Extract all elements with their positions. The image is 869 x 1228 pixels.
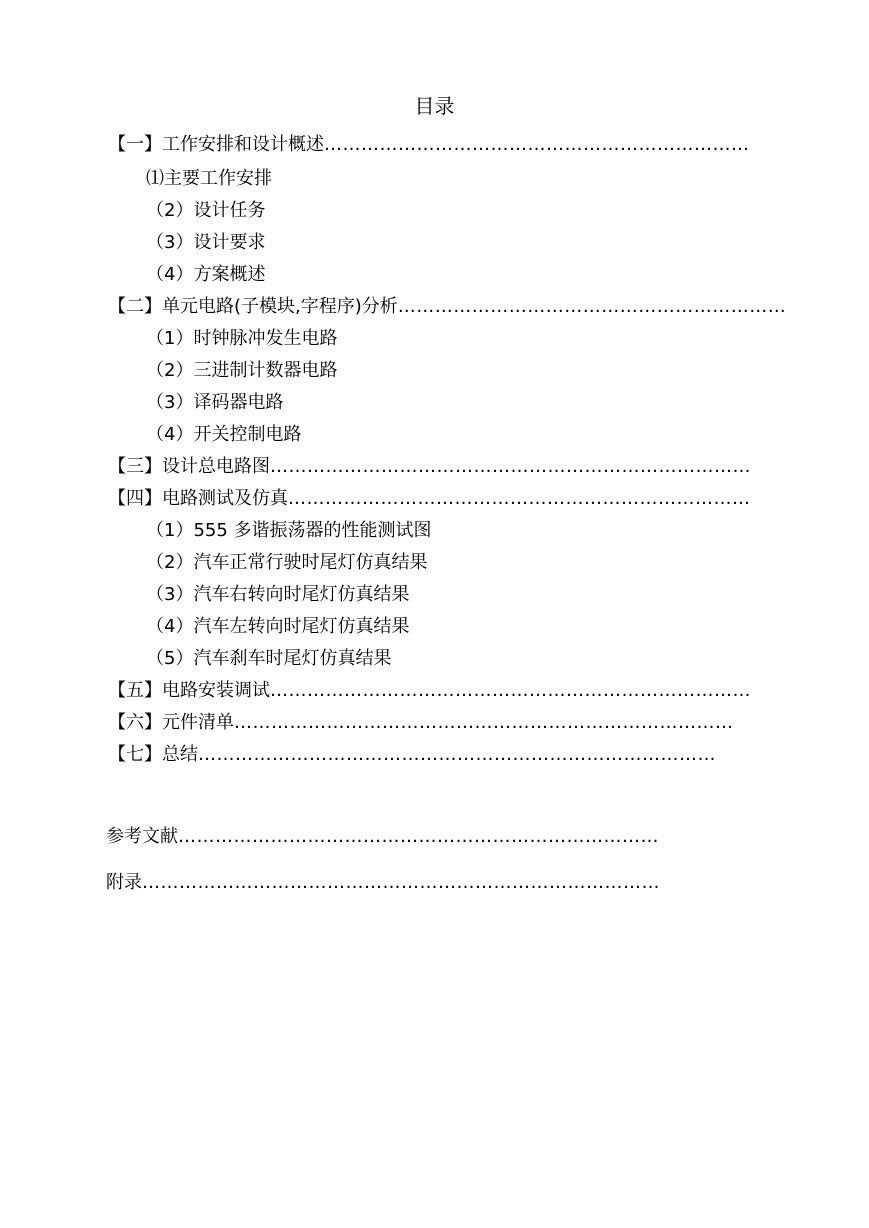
toc-leader-dots: …………………………………………………………………… — [270, 680, 751, 701]
toc-leader-dots: ……………………………………………………………………… — [234, 712, 734, 733]
toc-entry-text: 参考文献 — [106, 826, 178, 847]
toc-leader-dots: ……………………………………………………… — [397, 296, 787, 317]
toc-title: 目录 — [414, 94, 455, 118]
toc-entry-6 — [108, 711, 734, 735]
toc-entry-7 — [108, 743, 716, 767]
toc-subentry: （2）汽车正常行驶时尾灯仿真结果 — [146, 552, 428, 573]
toc-entry-text: 【一】工作安排和设计概述 — [108, 134, 324, 155]
toc-leader-dots: …………………………………………………………… — [324, 134, 750, 155]
toc-entry-text: 【二】单元电路(子模块,字程序)分析 — [108, 296, 398, 317]
toc-leader-dots: ………………………………………………………………… — [288, 488, 751, 509]
toc-entry-5 — [108, 679, 751, 703]
toc-subentry: （4）开关控制电路 — [146, 424, 302, 445]
toc-leader-dots: …………………………………………………………………… — [270, 456, 751, 477]
toc-subentry: （4）汽车左转向时尾灯仿真结果 — [146, 616, 410, 637]
toc-entry-text: 【七】总结 — [108, 744, 198, 765]
toc-subentry: （3）译码器电路 — [146, 392, 284, 413]
toc-appendix — [106, 871, 660, 895]
toc-entry-3 — [108, 455, 751, 479]
toc-subentry: （4）方案概述 — [146, 264, 266, 285]
toc-subentry: （2）三进制计数器电路 — [146, 360, 338, 381]
toc-leader-dots: ………………………………………………………………………… — [142, 872, 660, 893]
toc-subentry: （5）汽车刹车时尾灯仿真结果 — [146, 648, 392, 669]
toc-subentry: （3）汽车右转向时尾灯仿真结果 — [146, 584, 410, 605]
toc-entry-2 — [108, 295, 786, 319]
toc-entry-4 — [108, 487, 751, 511]
toc-entry-text: 【五】电路安装调试 — [108, 680, 270, 701]
toc-references — [106, 825, 659, 849]
toc-entry-1 — [108, 133, 750, 157]
toc-entry-text: 【四】电路测试及仿真 — [108, 488, 288, 509]
toc-leader-dots: ………………………………………………………………………… — [198, 744, 716, 765]
toc-subentry: （1）时钟脉冲发生电路 — [146, 328, 338, 349]
toc-entry-text: 【六】元件清单 — [108, 712, 234, 733]
toc-subentry: （2）设计任务 — [146, 200, 266, 221]
toc-subentry: （1）555 多谐振荡器的性能测试图 — [146, 520, 432, 541]
toc-entry-text: 附录 — [106, 872, 142, 893]
toc-subentry: （3）设计要求 — [146, 232, 266, 253]
toc-entry-text: 【三】设计总电路图 — [108, 456, 270, 477]
toc-subentry: ⑴主要工作安排 — [146, 168, 272, 189]
toc-leader-dots: …………………………………………………………………… — [178, 826, 659, 847]
